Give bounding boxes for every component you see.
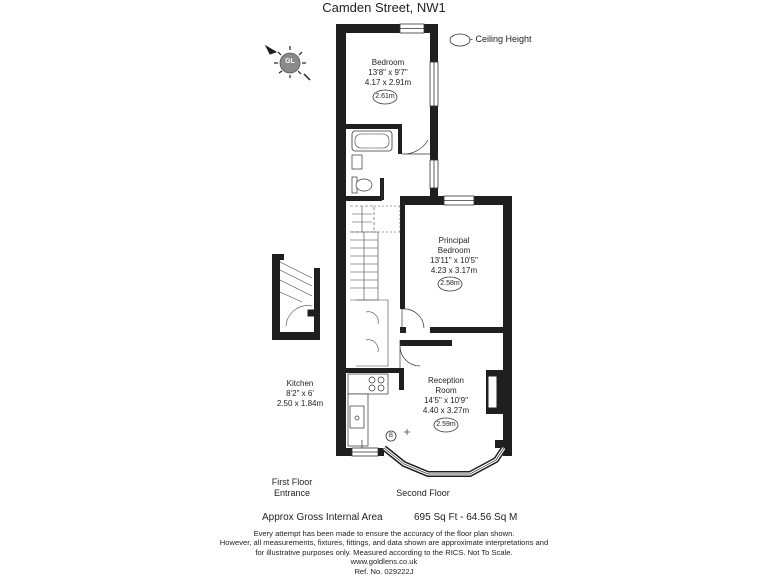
boiler-label: B (388, 433, 393, 439)
room-metric: 4.23 x 3.17m (430, 266, 478, 275)
room-bedroom (346, 58, 430, 88)
room-kitchen (262, 379, 338, 409)
ceiling-height-legend-label: - Ceiling Height (470, 34, 532, 44)
first-floor-label (262, 477, 322, 499)
kitchen-fittings (348, 374, 388, 448)
first-floor-line1: First Floor (271, 477, 313, 487)
room-name-line1: Principal (438, 236, 470, 245)
stairs (350, 206, 400, 366)
disclaimer-line: Every attempt has been made to ensure the accuracy of the floor plan shown. (253, 529, 515, 538)
room-name-line2: Bedroom (437, 246, 471, 255)
room-name: Bedroom (371, 58, 405, 67)
room-metric: 2.50 x 1.84m (276, 399, 324, 408)
room-metric: 4.17 x 2.91m (364, 78, 412, 87)
room-principal-bedroom (405, 236, 503, 276)
gross-area-value: 695 Sq Ft - 64.56 Sq M (414, 512, 518, 523)
compass-label: GL (285, 58, 295, 65)
room-name: Kitchen (286, 379, 314, 388)
room-imperial: 8'2" x 6' (286, 389, 314, 398)
room-name-line1: Reception (427, 376, 465, 385)
room-metric: 4.40 x 3.27m (422, 406, 470, 415)
ceiling-height-legend-icon (450, 34, 470, 46)
ceiling-height-principal-bedroom: 2.58m (440, 280, 460, 287)
disclaimer-line: However, all measurements, fixtures, fittings, and data shown are approximate interpretations and (219, 538, 549, 548)
gross-area-label: Approx Gross Internal Area (262, 512, 383, 523)
room-imperial: 13'8" x 9'7" (368, 68, 408, 77)
second-floor-label: Second Floor (396, 488, 450, 498)
plan-title: Camden Street, NW1 (322, 0, 446, 15)
ceiling-height-reception: 2.59m (436, 421, 456, 428)
room-imperial: 14'5" x 10'9" (424, 396, 468, 405)
bay-window (384, 448, 504, 474)
website-link[interactable]: www.goldlens.co.uk (350, 557, 418, 567)
disclaimer-line: for illustrative purposes only. Measured according to the RICS. Not To Scale. (255, 547, 513, 557)
room-reception (404, 376, 488, 416)
room-name-line2: Room (435, 386, 457, 395)
first-floor-line2: Entrance (273, 488, 311, 498)
entrance-stair (272, 254, 320, 340)
ceiling-height-bedroom: 2.61m (375, 93, 395, 100)
disclaimer (200, 529, 568, 576)
reference-number: Ref. No. 029222J (354, 566, 414, 576)
room-imperial: 13'11" x 10'5" (430, 256, 478, 265)
